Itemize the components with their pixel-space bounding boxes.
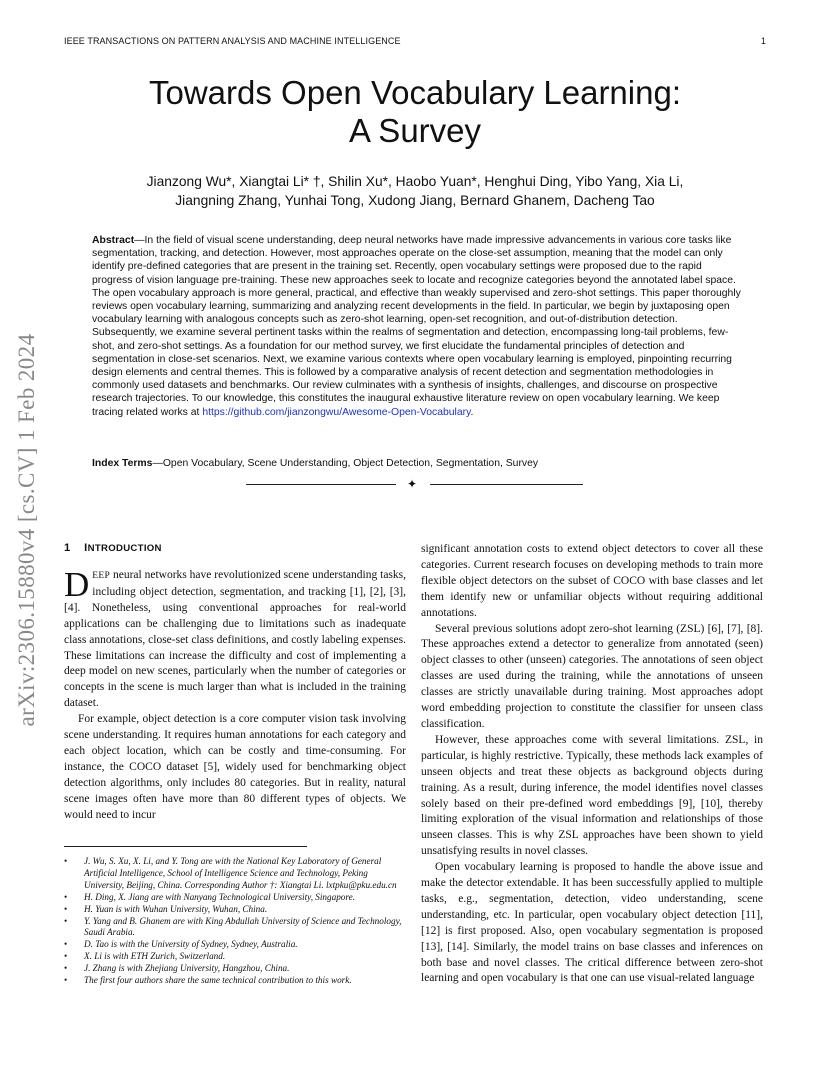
- paper-title: [80, 74, 750, 150]
- title-line-2: A Survey: [348, 112, 482, 149]
- footnote-item: • D. Tao is with the University of Sydney, Sydney, Australia.: [64, 939, 408, 951]
- left-column: [64, 565, 406, 824]
- right-column: [421, 542, 763, 987]
- footnote-item: • The first four authors share the same technical contribution to this work.: [64, 975, 408, 987]
- footnote-rule: [64, 846, 307, 847]
- section-title-first: I: [84, 542, 88, 554]
- index-terms-text: —Open Vocabulary, Scene Understanding, Object Detection, Segmentation, Survey: [152, 458, 539, 469]
- footnote-item: • J. Zhang is with Zhejiang University, Hangzhou, China.: [64, 963, 408, 975]
- running-header: [64, 36, 766, 46]
- abstract-end: .: [470, 406, 474, 418]
- authors-line-2: Jiangning Zhang, Yunhai Tong, Xudong Jiang, Bernard Ghanem, Dacheng Tao: [175, 193, 655, 208]
- abstract-text: —In the field of visual scene understanding, deep neural networks have made impressive advancements in various core tasks like segmentation, tracking, and detection. However, most approaches operate on the close-set assumption, meaning that the model can only identify pre-defined categories that are present in the training set. Recently, open vocabulary settings were proposed due to the rapid progress of vision language pre-training. These new approaches seek to locate and recognize categories beyond the annotated label space. The open vocabulary approach is more general, practical, and effective than weakly supervised and zero-shot settings. This paper thoroughly reviews open vocabulary learning, summarizing and analyzing recent developments in the field. In particular, we begin by juxtaposing open vocabulary learning with analogous concepts such as zero-shot learning, open-set recognition, and out-of-distribution detection. Subsequently, we examine several pertinent tasks within the realms of segmentation and detection, encompassing long-tail problems, few-shot, and zero-shot settings. As a foundation for our method survey, we first elucidate the fundamental principles of detection and segmentation in close-set scenarios. Next, we examine various contexts where open vocabulary learning is employed, pinpointing recurring design elements and central themes. This is followed by a comparative analysis of recent detection and segmentation methodologies in commonly used datasets and benchmarks. Our review culminates with a synthesis of insights, challenges, and discourse on prospective research trajectories. To our knowledge, this constitutes the inaugural exhaustive literature review on open vocabulary learning. We keep tracing related works at: [92, 235, 741, 418]
- section-title-rest: NTRODUCTION: [87, 543, 162, 554]
- title-line-1: Towards Open Vocabulary Learning:: [149, 74, 681, 111]
- index-terms: [92, 458, 742, 469]
- right-paragraph-1: Several previous solutions adopt zero-shot learning (ZSL) [6], [7], [8]. These approaches extend a detector to generalize from annotated (seen) object classes to other (unseen) categories. The annotations of seen object classes are used during the training, while the annotations of unseen classes are strictly unavailable during training. Most approaches adopt word embedding projection to constitute the classifier for unseen class classification.: [421, 622, 763, 730]
- author-list: [100, 172, 730, 210]
- right-paragraph-0: significant annotation costs to extend object detectors to cover all these categories. Current research focuses on developing methods to train more flexible object detectors on the subset of COCO with base classes and let them identify new or unfamiliar objects without requiring additional annotations.: [421, 543, 763, 619]
- authors-line-1: Jianzong Wu*, Xiangtai Li* †, Shilin Xu*, Haobo Yuan*, Henghui Ding, Yibo Yang, Xia Li,: [146, 174, 684, 189]
- footnote-item: • H. Ding, X. Jiang are with Nanyang Technological University, Singapore.: [64, 892, 408, 904]
- abstract-label: Abstract: [92, 235, 135, 246]
- page-number: 1: [760, 36, 766, 46]
- abstract: [92, 234, 742, 419]
- section-heading: [64, 542, 162, 554]
- drop-cap: D: [64, 565, 90, 604]
- right-paragraph-2: However, these approaches come with several limitations. ZSL, in particular, is highly restrictive. Typically, these methods lack examples of unseen objects and treat these objects as background objects during training. As a result, during inference, the model identifies novel classes solely based on their pre-defined word embeddings [9], [10], thereby limiting exploration of the visual information and relationships of those unseen classes. This is why ZSL approaches have been shown to yield unsatisfying results in novel classes.: [421, 733, 763, 858]
- journal-name: IEEE TRANSACTIONS ON PATTERN ANALYSIS AND MACHINE INTELLIGENCE: [64, 36, 401, 46]
- footnote-item: • J. Wu, S. Xu, X. Li, and Y. Tong are with the National Key Laboratory of General Artificial Intelligence, School of Intelligence Science and Technology, Peking University, Beijing, China. Corresponding Author †: Xiangtai Li. lxtpku@pku.edu.cn: [64, 856, 408, 892]
- intro-paragraph-2: For example, object detection is a core computer vision task involving scene understanding. It requires human annotations for each category and each object location, which can be costly and time-consuming. For instance, the COCO dataset [5], widely used for benchmarking object detection algorithms, only includes 80 categories. But in reality, natural scene images often have more than 80 different types of objects. We would need to incur: [64, 713, 406, 821]
- footnote-item: • H. Yuan is with Wuhan University, Wuhan, China.: [64, 904, 408, 916]
- section-number: 1: [64, 542, 71, 554]
- footnote-item: • X. Li is with ETH Zurich, Switzerland.: [64, 951, 408, 963]
- footnote-item: • Y. Yang and B. Ghanem are with King Abdullah University of Science and Technology, Saudi Arabia.: [64, 916, 408, 940]
- right-paragraph-3: Open vocabulary learning is proposed to handle the above issue and make the detector extendable. It has been successfully applied to multiple tasks, e.g., segmentation, detection, video understanding, scene understanding, etc. In particular, open vocabulary object detection [11], [12] is first proposed. Also, open vocabulary segmentation is proposed [13], [14]. Similarly, the model trains on base classes and inferences on both base and novel classes. The critical difference between zero-shot learning and open vocabulary is that one can use visual-related language: [421, 861, 763, 985]
- separator-rule-left: [246, 484, 396, 485]
- arxiv-watermark: [2, 295, 52, 765]
- index-terms-label: Index Terms: [92, 458, 153, 469]
- footnotes: [64, 856, 408, 987]
- separator-rule-right: [430, 484, 583, 485]
- repo-link[interactable]: https://github.com/jianzongwu/Awesome-Open-Vocabulary: [202, 406, 471, 418]
- intro-paragraph-1: DEEP neural networks have revolutionized scene understanding tasks, including object detection, segmentation, and tracking [1], [2], [3], [4]. Nonetheless, using conventional approaches for real-world applications can be challenging due to limitations such as inadequate class annotations, close-set class definitions, and costly labeling expenses. These limitations can increase the difficulty and cost of implementing a deep model on new scenes, particularly when the number of categories or concepts in the scene is much larger than what is included in the training dataset.: [64, 565, 406, 710]
- intro-small-caps: EEP: [92, 571, 111, 581]
- arxiv-id: arXiv:2306.15880v4 [cs.CV] 1 Feb 2024: [14, 333, 39, 727]
- separator-diamond-icon: ✦: [407, 477, 418, 491]
